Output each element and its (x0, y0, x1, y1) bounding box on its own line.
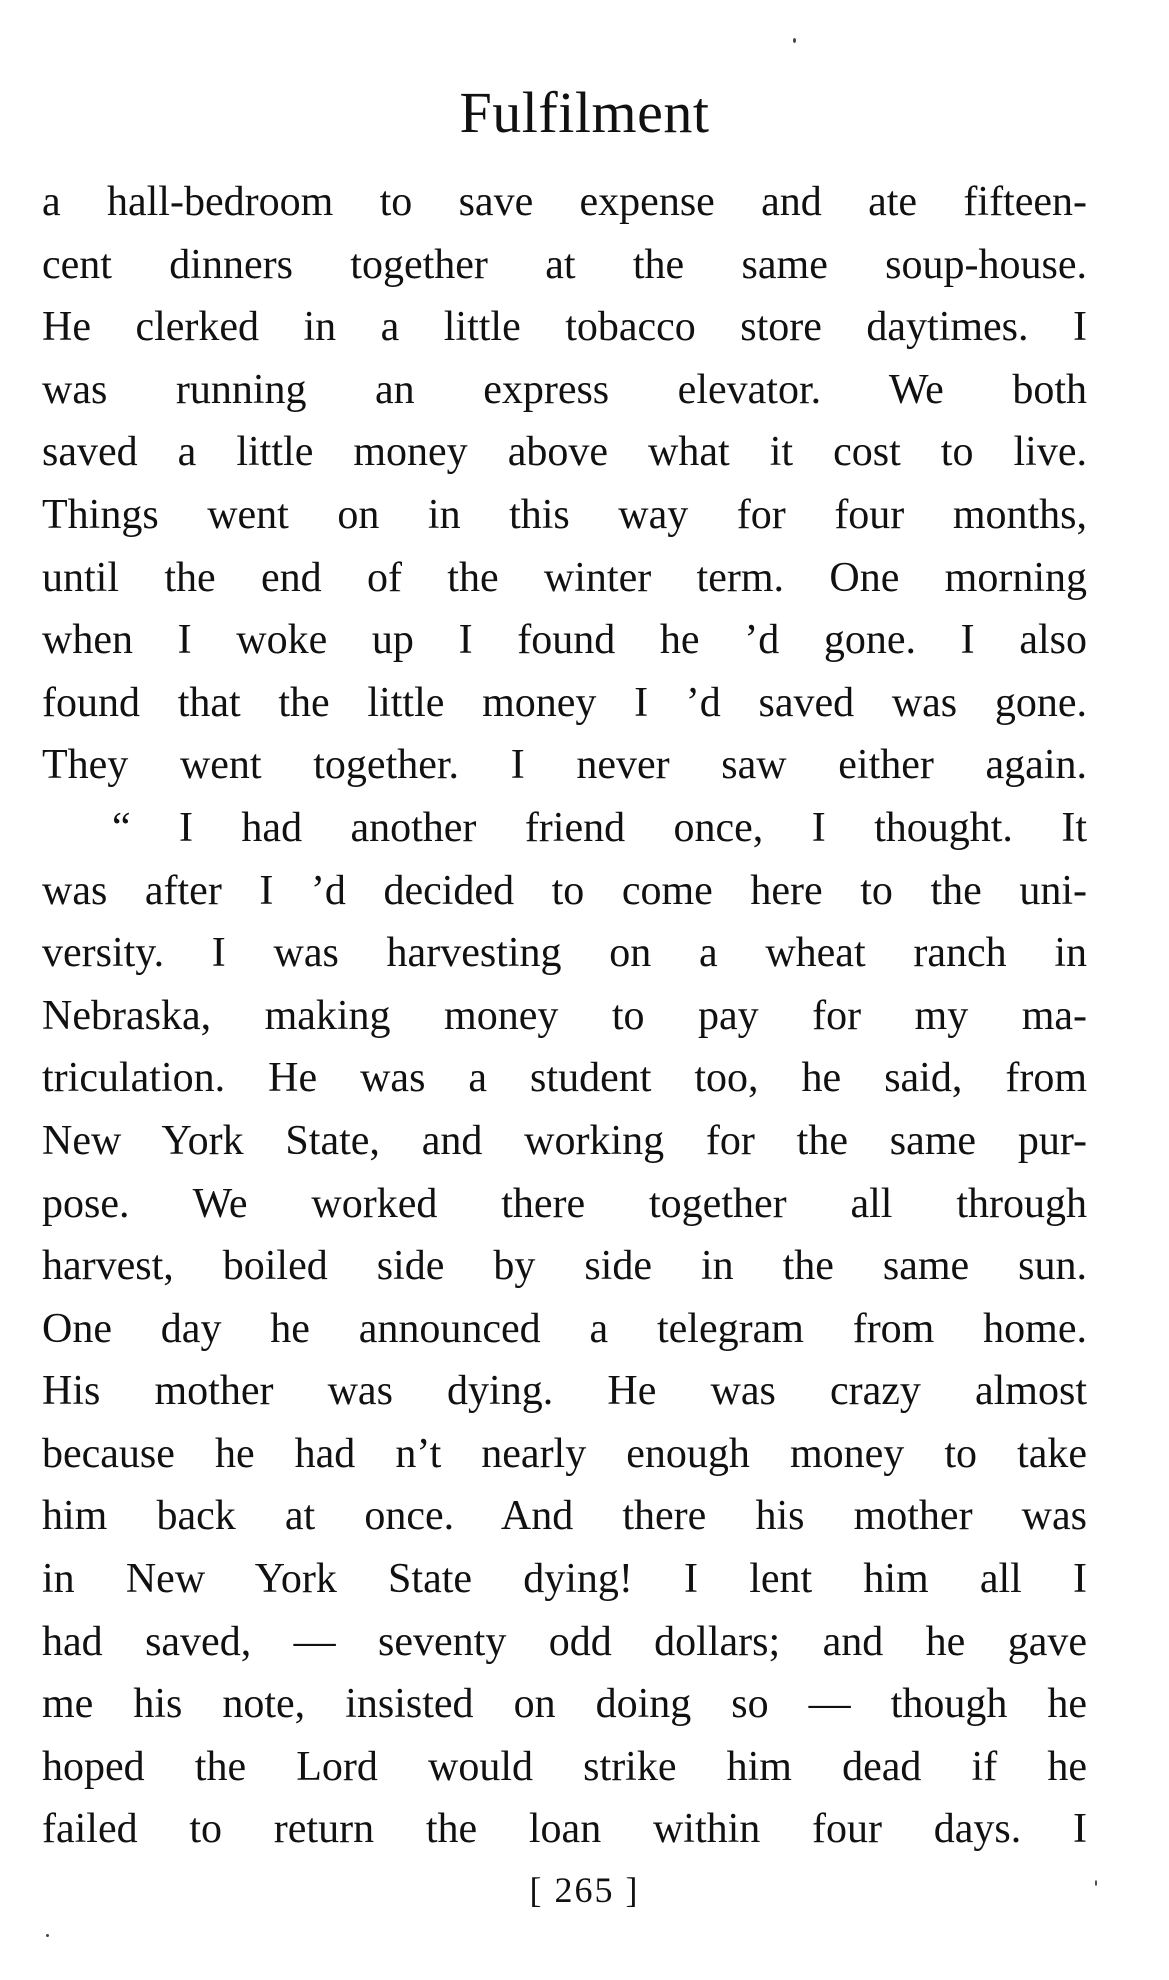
text-line: harvest, boiled side by side in the same sun. (42, 1243, 1087, 1290)
text-line: had saved, — seventy odd dollars; and he gave (42, 1618, 1087, 1665)
text-line: failed to return the loan within four days. I (42, 1806, 1087, 1853)
body-text (42, 171, 1087, 1861)
text-line: hoped the Lord would strike him dead if he (42, 1743, 1087, 1790)
text-line: me his note, insisted on doing so — though he (42, 1681, 1087, 1728)
text-line: triculation. He was a student too, he said, from (42, 1055, 1087, 1102)
print-speck (46, 1934, 49, 1937)
text-line: Things went on in this way for four months, (42, 491, 1087, 538)
text-line: because he had n’t nearly enough money to take (42, 1430, 1087, 1477)
print-speck (793, 38, 796, 43)
text-line: cent dinners together at the same soup-house. (42, 241, 1087, 288)
text-line: New York State, and working for the same pur- (42, 1117, 1087, 1164)
text-line: Nebraska, making money to pay for my ma- (42, 992, 1087, 1039)
text-line: They went together. I never saw either again. (42, 742, 1087, 789)
text-line: saved a little money above what it cost to live. (42, 429, 1087, 476)
text-line: a hall-bedroom to save expense and ate fifteen- (42, 179, 1087, 225)
text-line: him back at once. And there his mother was (42, 1493, 1087, 1540)
text-line: until the end of the winter term. One morning (42, 554, 1087, 601)
text-line: when I woke up I found he ’d gone. I also (42, 617, 1087, 664)
text-line: His mother was dying. He was crazy almost (42, 1368, 1087, 1415)
text-line: was running an express elevator. We both (42, 366, 1087, 413)
text-line: He clerked in a little tobacco store daytimes. I (42, 304, 1087, 351)
text-line: One day he announced a telegram from home. (42, 1305, 1087, 1352)
text-line: versity. I was harvesting on a wheat ranch in (42, 930, 1087, 977)
page-number: [ 265 ] (529, 1870, 640, 1910)
text-line: in New York State dying! I lent him all I (42, 1556, 1087, 1603)
text-line: pose. We worked there together all through (42, 1180, 1087, 1227)
running-title: Fulfilment (459, 80, 710, 145)
text-line: was after I ’d decided to come here to the uni- (42, 867, 1087, 914)
text-line-paragraph-start: “ I had another friend once, I thought. It (112, 804, 1087, 851)
text-line: found that the little money I ’d saved was gone. (42, 679, 1087, 726)
